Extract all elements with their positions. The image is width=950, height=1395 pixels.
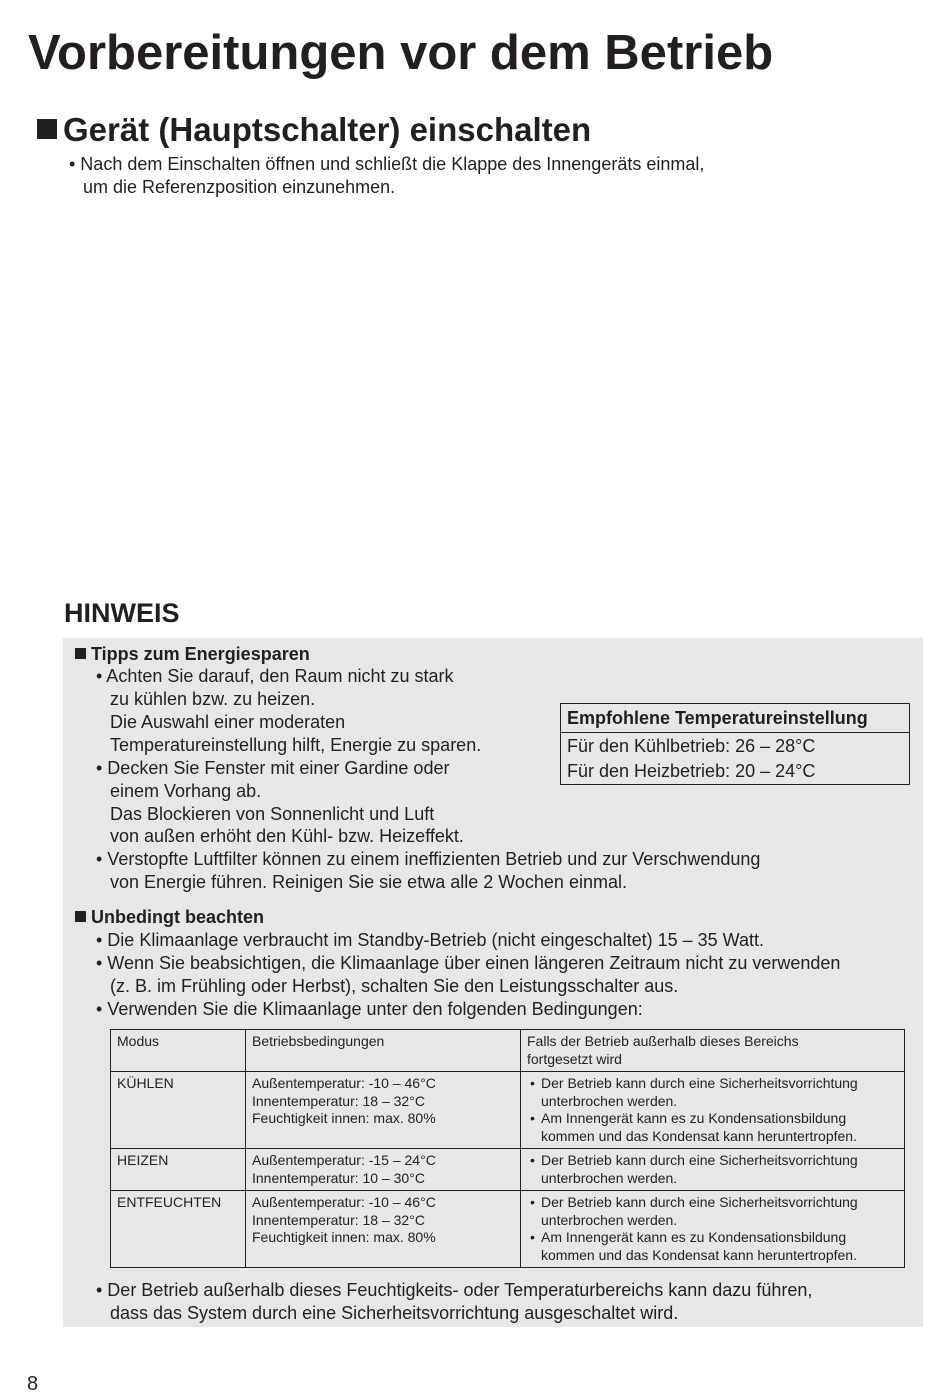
consequence-bullet: • Am Innengerät kann es zu Kondensationsbildung kommen und das Kondensat kann heruntertropfen. <box>527 1229 898 1264</box>
square-bullet-icon <box>75 648 86 659</box>
condition-text: Innentemperatur: 10 – 30°C <box>252 1169 425 1186</box>
tipps-bullet1-line3: Die Auswahl einer moderaten <box>110 712 346 732</box>
beachten-bullet1: • Die Klimaanlage verbraucht im Standby-Betrieb (nicht eingeschaltet) 15 – 35 Watt. <box>96 930 764 950</box>
tipps-bullet2-line2: einem Vorhang ab. <box>110 781 262 801</box>
table-header-row <box>111 1030 905 1072</box>
section-bullet-line-2: um die Referenzposition einzunehmen. <box>83 177 396 197</box>
beachten-heading-text: Unbedingt beachten <box>91 907 265 927</box>
header-cell-text: Modus <box>117 1033 160 1049</box>
beachten-bullet2-line1: • Wenn Sie beabsichtigen, die Klimaanlage über einen längeren Zeitraum nicht zu verwenden <box>96 953 841 973</box>
header-cell-text: fortgesetzt wird <box>527 1050 622 1067</box>
mode-text: KÜHLEN <box>117 1075 174 1091</box>
header-cell-text: Falls der Betrieb außerhalb dieses Bereichs <box>527 1033 799 1049</box>
table-row <box>111 1191 905 1268</box>
tipps-bullet2-line1: • Decken Sie Fenster mit einer Gardine oder <box>96 758 450 778</box>
consequence-bullet: • Der Betrieb kann durch eine Sicherheitsvorrichtung unterbrochen werden. <box>527 1075 898 1110</box>
table-row <box>111 1072 905 1149</box>
beachten-bullet2-line2: (z. B. im Frühling oder Herbst), schalten Sie den Leistungsschalter aus. <box>110 976 679 996</box>
condition-text: Feuchtigkeit innen: max. 80% <box>252 1229 436 1245</box>
tipps-bullet3-line2: von Energie führen. Reinigen Sie sie etwa alle 2 Wochen einmal. <box>110 872 627 892</box>
tipps-bullet2-line4: von außen erhöht den Kühl- bzw. Heizeffekt. <box>110 826 464 846</box>
square-bullet-icon <box>75 911 86 922</box>
mode-cell <box>111 1191 246 1268</box>
footer-bullet-line1: • Der Betrieb außerhalb dieses Feuchtigkeits- oder Temperaturbereichs kann dazu führen, <box>96 1280 813 1300</box>
tipps-heading-text: Tipps zum Energiesparen <box>91 644 310 664</box>
tipps-bullet1-line2: zu kühlen bzw. zu heizen. <box>110 689 316 709</box>
condition-text: Außentemperatur: -10 – 46°C <box>252 1075 436 1091</box>
beachten-heading <box>75 906 264 929</box>
conditions-cell <box>246 1191 521 1268</box>
tipps-bullet1-line1: • Achten Sie darauf, den Raum nicht zu stark <box>96 666 454 686</box>
consequence-bullet: • Der Betrieb kann durch eine Sicherheitsvorrichtung unterbrochen werden. <box>527 1152 898 1187</box>
consequence-bullet: • Am Innengerät kann es zu Kondensationsbildung kommen und das Kondensat kann heruntertropfen. <box>527 1110 898 1145</box>
page-number: 8 <box>27 1373 39 1395</box>
cooling-temperature: Für den Kühlbetrieb: 26 – 28°C <box>567 736 816 756</box>
consequences-cell <box>521 1072 905 1149</box>
tipps-bullet2-line3: Das Blockieren von Sonnenlicht und Luft <box>110 804 435 824</box>
page-title: Vorbereitungen vor dem Betrieb <box>28 26 774 80</box>
hinweis-label: HINWEIS <box>64 598 180 628</box>
mode-text: ENTFEUCHTEN <box>117 1194 222 1210</box>
square-bullet-icon <box>37 119 57 139</box>
table-row <box>111 1149 905 1191</box>
section-bullet-line-1: • Nach dem Einschalten öffnen und schließt die Klappe des Innengeräts einmal, <box>69 154 705 174</box>
conditions-cell <box>246 1072 521 1149</box>
recommended-temperature-header: Empfohlene Temperatureinstellung <box>561 704 909 733</box>
header-cell-text: Betriebsbedingungen <box>252 1033 385 1049</box>
tipps-bullet3-line1: • Verstopfte Luftfilter können zu einem ineffizienten Betrieb und zur Verschwendung <box>96 849 761 869</box>
conditions-cell <box>246 1149 521 1191</box>
beachten-bullet3: • Verwenden Sie die Klimaanlage unter den folgenden Bedingungen: <box>96 999 643 1019</box>
header-betriebsbedingungen <box>246 1030 521 1072</box>
mode-cell <box>111 1149 246 1191</box>
mode-text: HEIZEN <box>117 1152 169 1168</box>
consequence-bullet: • Der Betrieb kann durch eine Sicherheitsvorrichtung unterbrochen werden. <box>527 1194 898 1229</box>
heating-temperature: Für den Heizbetrieb: 20 – 24°C <box>567 761 816 781</box>
consequences-cell <box>521 1149 905 1191</box>
section-heading <box>37 110 591 150</box>
consequences-cell <box>521 1191 905 1268</box>
condition-text: Innentemperatur: 18 – 32°C <box>252 1092 425 1109</box>
condition-text: Außentemperatur: -10 – 46°C <box>252 1194 436 1210</box>
recommended-temperature-box <box>560 703 910 785</box>
tipps-heading <box>75 643 310 666</box>
section-heading-text: Gerät (Hauptschalter) einschalten <box>63 111 592 148</box>
condition-text: Innentemperatur: 18 – 32°C <box>252 1211 425 1228</box>
tipps-bullet1-line4: Temperatureinstellung hilft, Energie zu sparen. <box>110 735 482 755</box>
footer-bullet-line2: dass das System durch eine Sicherheitsvorrichtung ausgeschaltet wird. <box>110 1303 679 1323</box>
mode-cell <box>111 1072 246 1149</box>
header-modus <box>111 1030 246 1072</box>
operating-conditions-table <box>110 1029 905 1268</box>
header-falls <box>521 1030 905 1072</box>
condition-text: Feuchtigkeit innen: max. 80% <box>252 1110 436 1126</box>
condition-text: Außentemperatur: -15 – 24°C <box>252 1152 436 1168</box>
